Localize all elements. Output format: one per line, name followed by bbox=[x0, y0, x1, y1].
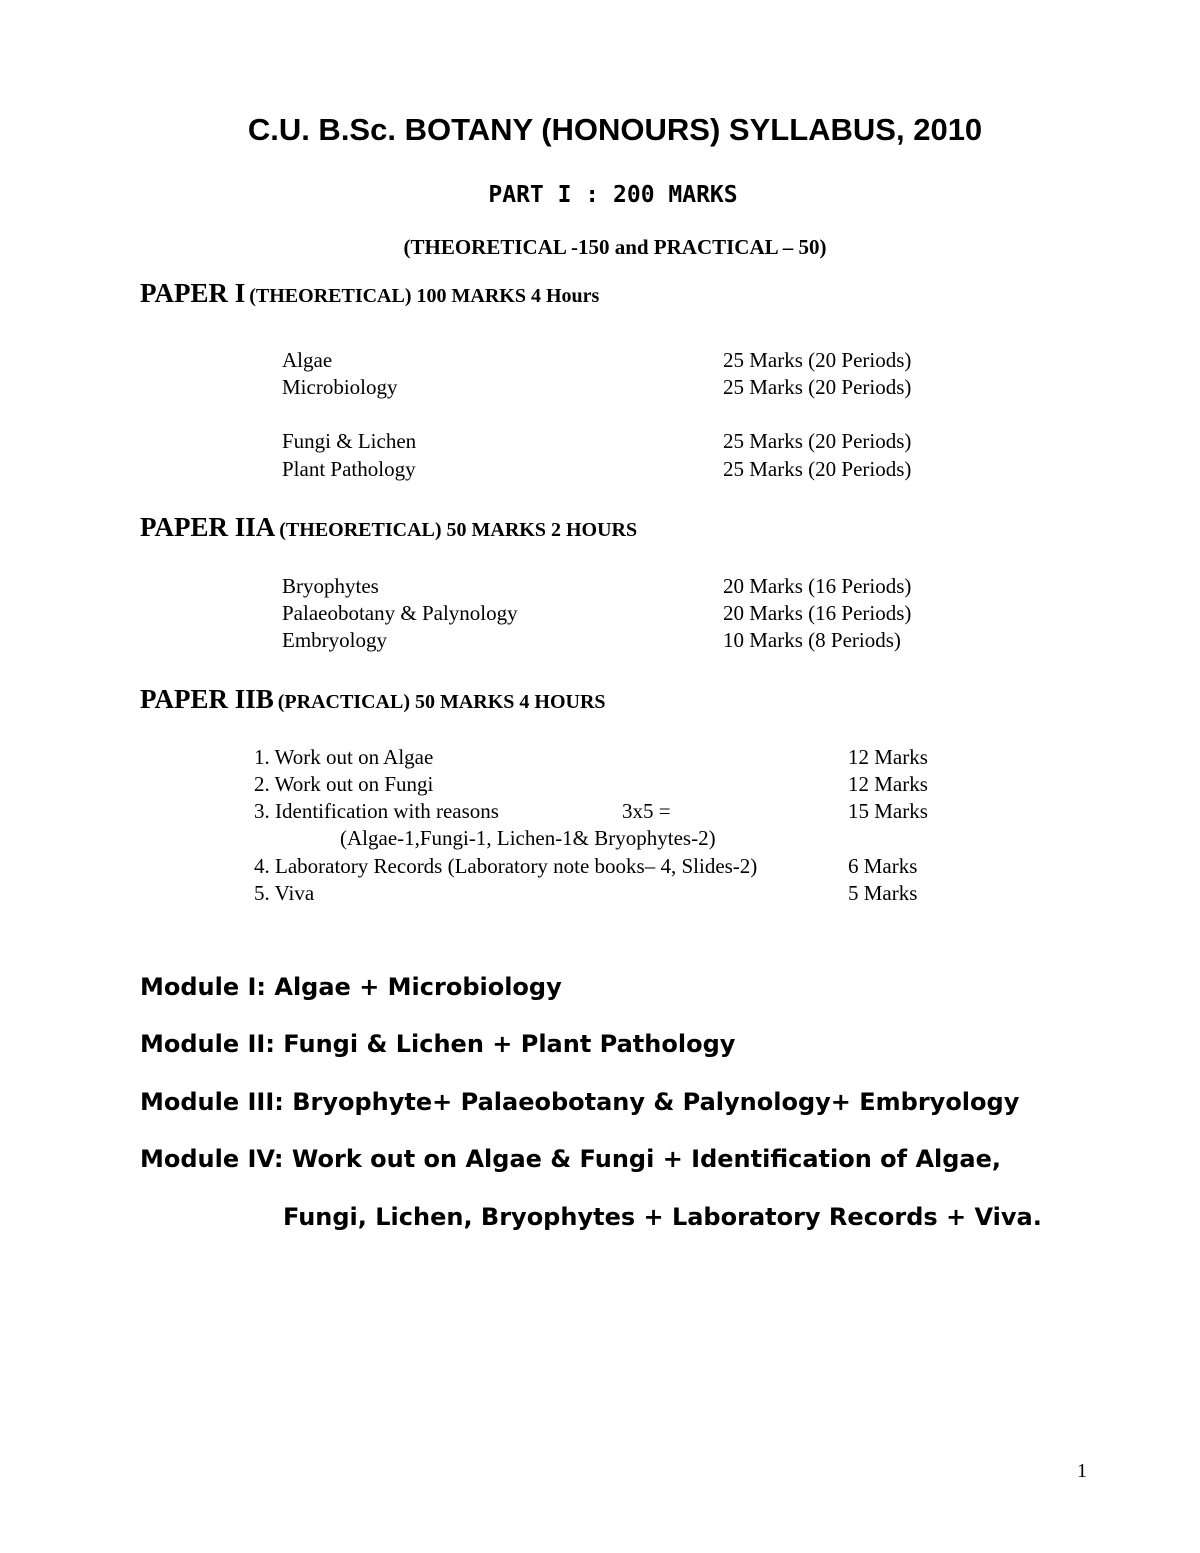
paper2a-subject: Embryology bbox=[282, 628, 387, 652]
page-number: 1 bbox=[1077, 1460, 1087, 1482]
paper1-label: PAPER I bbox=[140, 278, 246, 308]
paper1-details: (THEORETICAL) 100 MARKS 4 Hours bbox=[249, 285, 600, 307]
paper2b-marks: 15 Marks bbox=[848, 799, 928, 823]
paper2a-subject: Palaeobotany & Palynology bbox=[282, 601, 518, 625]
paper1-marks: 25 Marks (20 Periods) bbox=[723, 457, 912, 481]
paper2a-marks: 20 Marks (16 Periods) bbox=[723, 601, 912, 625]
module-line: Module III: Bryophyte+ Palaeobotany & Palynology+ Embryology bbox=[140, 1088, 1020, 1116]
paper2b-item: 5. Viva bbox=[254, 881, 315, 905]
paper2a-subject: Bryophytes bbox=[282, 574, 379, 598]
paper2b-marks: 5 Marks bbox=[848, 881, 918, 905]
paper1-subject: Algae bbox=[282, 348, 333, 372]
paper1-heading bbox=[140, 278, 599, 309]
paper2b-item: 2. Work out on Fungi bbox=[254, 772, 434, 796]
paper2b-item: 4. Laboratory Records (Laboratory note books– 4, Slides-2) bbox=[254, 854, 758, 878]
paper1-subject: Plant Pathology bbox=[282, 457, 416, 481]
part-heading: PART I : 200 MARKS bbox=[488, 182, 738, 208]
paper2b-details: (PRACTICAL) 50 MARKS 4 HOURS bbox=[277, 691, 606, 713]
paper2b-marks: 12 Marks bbox=[848, 772, 928, 796]
paper2b-marks: 6 Marks bbox=[848, 854, 918, 878]
paper2b-label: PAPER IIB bbox=[140, 684, 274, 714]
paper2a-heading bbox=[140, 512, 637, 543]
paper1-marks: 25 Marks (20 Periods) bbox=[723, 375, 912, 399]
paper1-marks: 25 Marks (20 Periods) bbox=[723, 429, 912, 453]
paper2b-item: 3. Identification with reasons bbox=[254, 799, 499, 823]
paper2a-marks: 10 Marks (8 Periods) bbox=[723, 628, 901, 652]
paper2b-item-note: (Algae-1,Fungi-1, Lichen-1& Bryophytes-2) bbox=[340, 826, 716, 850]
module-line-continuation: Fungi, Lichen, Bryophytes + Laboratory Records + Viva. bbox=[283, 1203, 1042, 1231]
module-line: Module IV: Work out on Algae & Fungi + Identification of Algae, bbox=[140, 1145, 1002, 1173]
paper2a-details: (THEORETICAL) 50 MARKS 2 HOURS bbox=[279, 519, 638, 541]
paper1-marks: 25 Marks (20 Periods) bbox=[723, 348, 912, 372]
paper2a-label: PAPER IIA bbox=[140, 512, 276, 542]
marks-breakdown: (THEORETICAL -150 and PRACTICAL – 50) bbox=[403, 235, 827, 259]
paper1-subject: Fungi & Lichen bbox=[282, 429, 417, 453]
paper2a-marks: 20 Marks (16 Periods) bbox=[723, 574, 912, 598]
module-line: Module II: Fungi & Lichen + Plant Pathology bbox=[140, 1030, 736, 1058]
module-line: Module I: Algae + Microbiology bbox=[140, 973, 562, 1001]
paper2b-formula: 3x5 = bbox=[622, 799, 671, 823]
paper1-subject: Microbiology bbox=[282, 375, 398, 399]
document-title: C.U. B.Sc. BOTANY (HONOURS) SYLLABUS, 2010 bbox=[247, 112, 983, 147]
paper2b-marks: 12 Marks bbox=[848, 745, 928, 769]
paper2b-heading bbox=[140, 684, 606, 715]
paper2b-item: 1. Work out on Algae bbox=[254, 745, 434, 769]
